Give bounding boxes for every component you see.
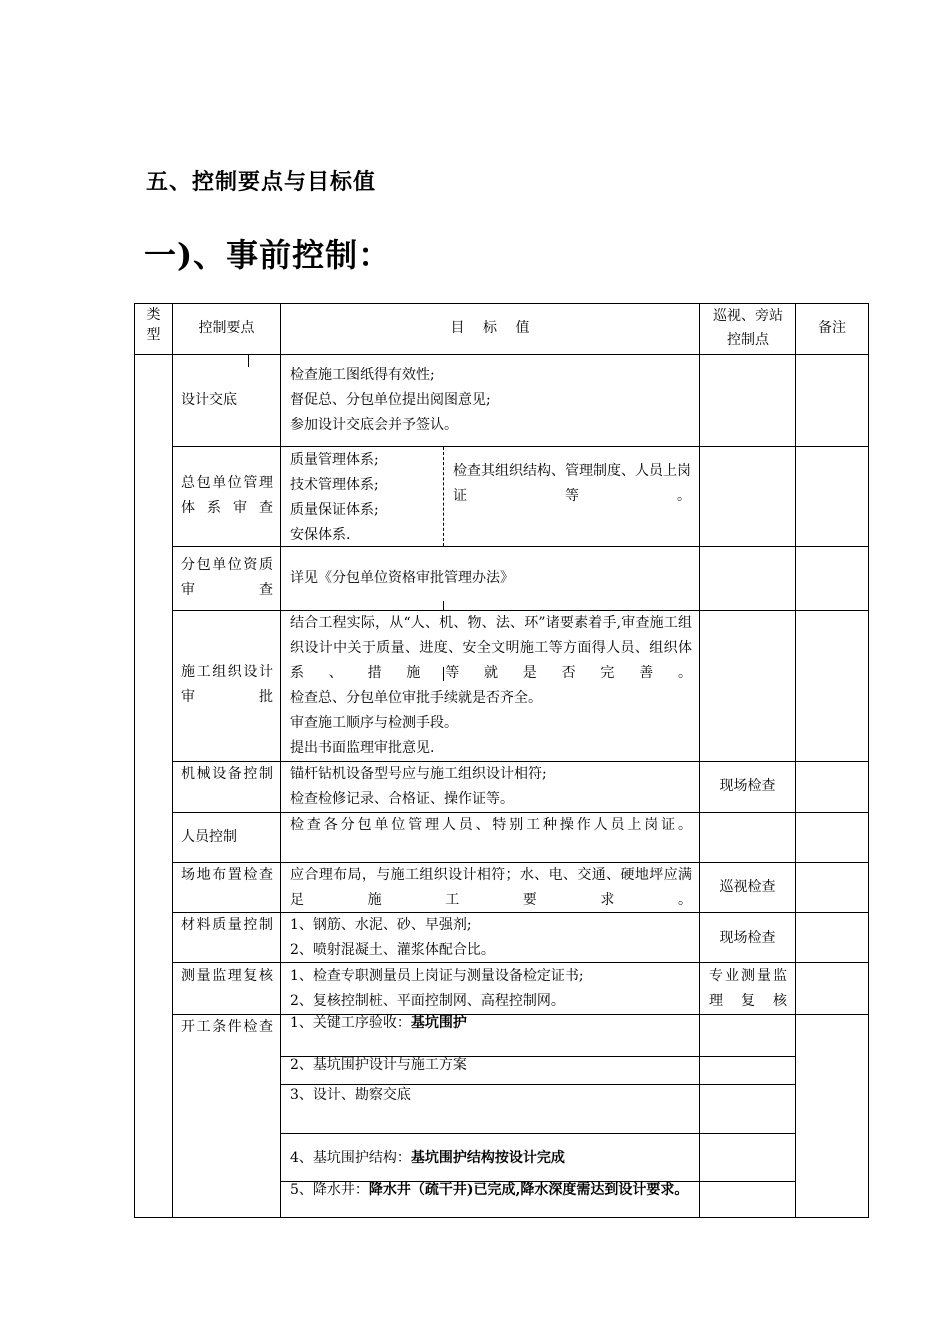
start-item-4: 4、基坑围护结构：基坑围护结构按设计完成 bbox=[290, 1150, 565, 1166]
row-station: 专业测量监理复核 bbox=[709, 968, 787, 1009]
row-target: 结合工程实际，从“人、机、物、法、环”诸要素着手,审查施工组织设计中关于质量、进度、安全文明施工等方面得人员、组织体系、措施等就是否完善。 检查总、分包单位审批手续就是否齐全。 审查施工顺序与检测手段。 提出书面监理审批意见. bbox=[290, 615, 692, 756]
start-item-5: 5、降水井：降水井（疏干井)已完成,降水深度需达到设计要求。 bbox=[290, 1182, 689, 1198]
row-target-right: 检查其组织结构、管理制度、人员上岗证等。 bbox=[453, 463, 691, 504]
row-target: 应合理布局，与施工组织设计相符；水、电、交通、硬地坪应满足施工要求。 bbox=[290, 867, 692, 908]
row-station: 巡视检查 bbox=[719, 879, 776, 895]
row-point: 机械设备控制 bbox=[181, 766, 273, 782]
header-type: 类型 bbox=[146, 307, 161, 343]
row-target: 1、钢筋、水泥、砂、早强剂; 2、喷射混凝土、灌浆体配合比。 bbox=[290, 917, 495, 958]
row-point: 设计交底 bbox=[181, 392, 237, 408]
row-point: 总包单位管理体系审查 bbox=[181, 475, 273, 516]
subsection-heading: 一)、事前控制： bbox=[144, 236, 392, 274]
start-item-1: 1、关键工序验收：基坑围护 bbox=[290, 1015, 467, 1031]
row-point: 开工条件检查 bbox=[181, 1019, 273, 1035]
header-target-value: 目 标 值 bbox=[450, 320, 530, 336]
row-point: 场地布置检查 bbox=[181, 867, 273, 883]
start-item-3: 3、设计、勘察交底 bbox=[290, 1087, 411, 1103]
row-point: 材料质量控制 bbox=[181, 917, 273, 933]
row-point: 施工组织设计审批 bbox=[181, 664, 273, 705]
row-target: 详见《分包单位资格审批管理办法》 bbox=[290, 570, 514, 586]
row-target: 检查施工图纸得有效性; 督促总、分包单位提出阅图意见; 参加设计交底会并予签认。 bbox=[290, 367, 491, 433]
header-control-point: 控制要点 bbox=[198, 320, 255, 336]
row-target: 锚杆钻机设备型号应与施工组织设计相符; 检查检修记录、合格证、操作证等。 bbox=[290, 766, 547, 807]
row-point: 分包单位资质审查 bbox=[181, 557, 273, 598]
row-target: 检查各分包单位管理人员、特别工种操作人员上岗证。 bbox=[290, 817, 692, 833]
row-target-left: 质量管理体系; 技术管理体系; 质量保证体系; 安保体系. bbox=[290, 452, 379, 543]
row-point: 测量监理复核 bbox=[181, 968, 273, 984]
row-target: 1、检查专职测量员上岗证与测量设备检定证书; 2、复核控制桩、平面控制网、高程控制网。 bbox=[290, 968, 584, 1009]
row-station: 现场检查 bbox=[719, 930, 776, 946]
start-item-2: 2、基坑围护设计与施工方案 bbox=[290, 1057, 467, 1073]
header-note: 备注 bbox=[818, 320, 846, 336]
header-station: 巡视、旁站控制点 bbox=[713, 308, 783, 348]
row-point: 人员控制 bbox=[181, 829, 237, 845]
row-station: 现场检查 bbox=[719, 778, 776, 794]
section-heading: 五、控制要点与目标值 bbox=[146, 169, 377, 195]
